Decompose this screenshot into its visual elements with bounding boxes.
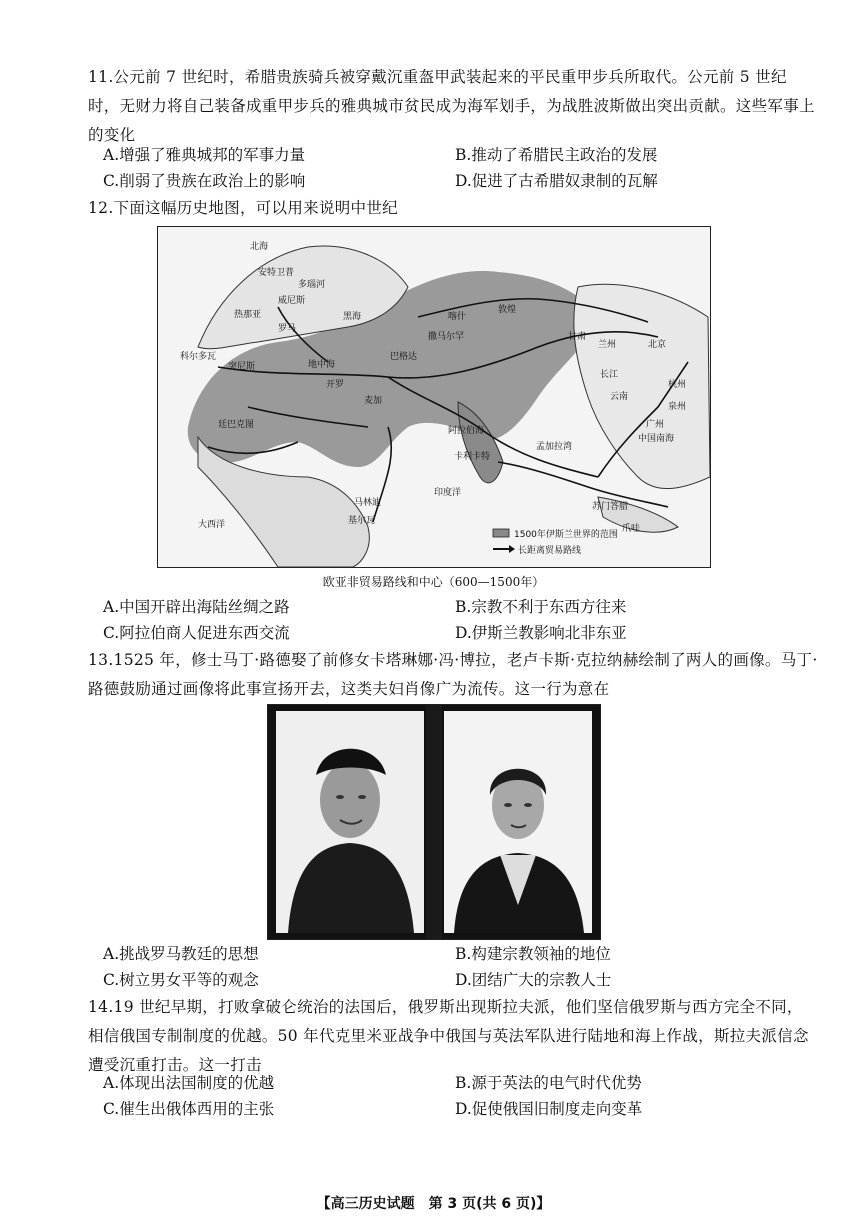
map-label-atlantic: 大西洋 [198,520,226,530]
map-label-indian-ocean: 印度洋 [434,488,462,498]
q12-option-d[interactable]: D.伊斯兰教影响北非东亚 [455,624,627,642]
map-label-cairo: 开罗 [326,380,345,390]
map-label-arabian-sea: 阿拉伯海 [448,426,485,436]
question-14-stem: 14.19 世纪早期，打败拿破仑统治的法国后，俄罗斯出现斯拉夫派，他们坚信俄罗斯与西方完全不同，相信俄国专制制度的优越。50 年代克里米亚战争中俄国与英法军队进行陆地和海上作战，斯拉夫派信念遭受沉重打击。这一打击 [88,998,809,1074]
q14-option-d[interactable]: D.促使俄国旧制度走向变革 [455,1100,643,1118]
q13-option-d[interactable]: D.团结广大的宗教人士 [455,971,612,989]
q14-option-b[interactable]: B.源于英法的电气时代优势 [455,1074,642,1092]
legend-route-label: 长距离贸易路线 [518,546,582,556]
map-label-yangtze: 长江 [600,370,619,380]
legend-swatch-area [493,529,509,537]
map-label-venice: 威尼斯 [278,296,306,306]
q14-option-a[interactable]: A.体现出法国制度的优越 [103,1074,275,1092]
map-label-south-sea: 中国南海 [638,434,675,444]
q11-option-a[interactable]: A.增强了雅典城邦的军事力量 [103,146,306,164]
map-label-mediterranean: 地中海 [308,360,336,370]
map-label-danube: 多瑙河 [298,280,326,290]
map-label-cordoba: 科尔多瓦 [180,352,217,362]
q12-option-a[interactable]: A.中国开辟出海陆丝绸之路 [103,598,290,616]
q14-option-c[interactable]: C.催生出俄体西用的主张 [103,1100,275,1118]
map-label-mecca: 麦加 [364,396,383,406]
map-label-genoa: 热那亚 [234,310,262,320]
question-12-stem: 12.下面这幅历史地图，可以用来说明中世纪 [88,199,398,217]
q13-option-b[interactable]: B.构建宗教领袖的地位 [455,945,611,963]
map-label-black-sea: 黑海 [343,312,362,322]
map-label-rome: 罗马 [278,324,297,334]
q13-option-a[interactable]: A.挑战罗马教廷的思想 [103,945,259,963]
map-label-north-sea: 北海 [250,242,269,252]
q11-option-b[interactable]: B.推动了希腊民主政治的发展 [455,146,658,164]
map-label-timbuktu: 廷巴克图 [218,420,255,430]
map-label-guangzhou: 广州 [646,420,665,430]
portraits-image [267,704,601,940]
map-label-java: 爪哇 [622,524,641,534]
map-label-baghdad: 巴格达 [390,352,418,362]
question-11-stem: 11.公元前 7 世纪时，希腊贵族骑兵被穿戴沉重盔甲武装起来的平民重甲步兵所取代。公元前 5 世纪时，无财力将自己装备成重甲步兵的雅典城市贫民成为海军划手，为战胜波斯做出突出贡献。这些军事上的变化 [88,68,815,144]
map-label-quanzhou: 泉州 [668,402,687,412]
map-svg [158,227,710,567]
map-label-kashgar: 喀什 [448,312,467,322]
map-label-calicut: 卡利卡特 [454,452,491,462]
portraits-svg [268,705,600,939]
map-label-bengal: 孟加拉湾 [536,442,573,452]
map-label-sumatra: 苏门答腊 [592,502,629,512]
q13-option-c[interactable]: C.树立男女平等的观念 [103,971,259,989]
trade-routes-map [157,226,711,568]
map-label-lanzhou: 兰州 [598,340,617,350]
q11-option-d[interactable]: D.促进了古希腊奴隶制的瓦解 [455,172,658,190]
question-13-stem: 13.1525 年，修士马丁·路德娶了前修女卡塔琳娜·冯·博拉，老卢卡斯·克拉纳赫绘制了两人的画像。马丁·路德鼓励通过画像将此事宣扬开去，这类夫妇肖像广为流传。这一行为意在 [88,651,818,698]
east-asia-land [574,284,710,488]
map-label-kilwa: 基尔瓦 [348,516,376,526]
map-label-gansu: 甘肃 [568,332,587,342]
q12-option-b[interactable]: B.宗教不利于东西方往来 [455,598,627,616]
map-label-yunnan: 云南 [610,392,629,402]
legend-area-label: 1500年伊斯兰世界的范围 [514,530,618,540]
map-caption: 欧亚非贸易路线和中心（600—1500年） [322,575,545,589]
map-label-beijing: 北京 [648,340,667,350]
page-footer: 【高三历史试题 第 3 页(共 6 页)】 [316,1196,551,1212]
map-label-antwerp: 安特卫普 [258,268,295,278]
q11-option-c[interactable]: C.削弱了贵族在政治上的影响 [103,172,306,190]
map-label-hangzhou: 杭州 [668,380,687,390]
map-label-malindi: 马林迪 [354,498,382,508]
map-label-tunis: 突尼斯 [228,362,256,372]
map-label-samarkand: 撒马尔罕 [428,332,465,342]
map-label-dunhuang: 敦煌 [498,305,517,315]
q12-option-c[interactable]: C.阿拉伯商人促进东西交流 [103,624,290,642]
